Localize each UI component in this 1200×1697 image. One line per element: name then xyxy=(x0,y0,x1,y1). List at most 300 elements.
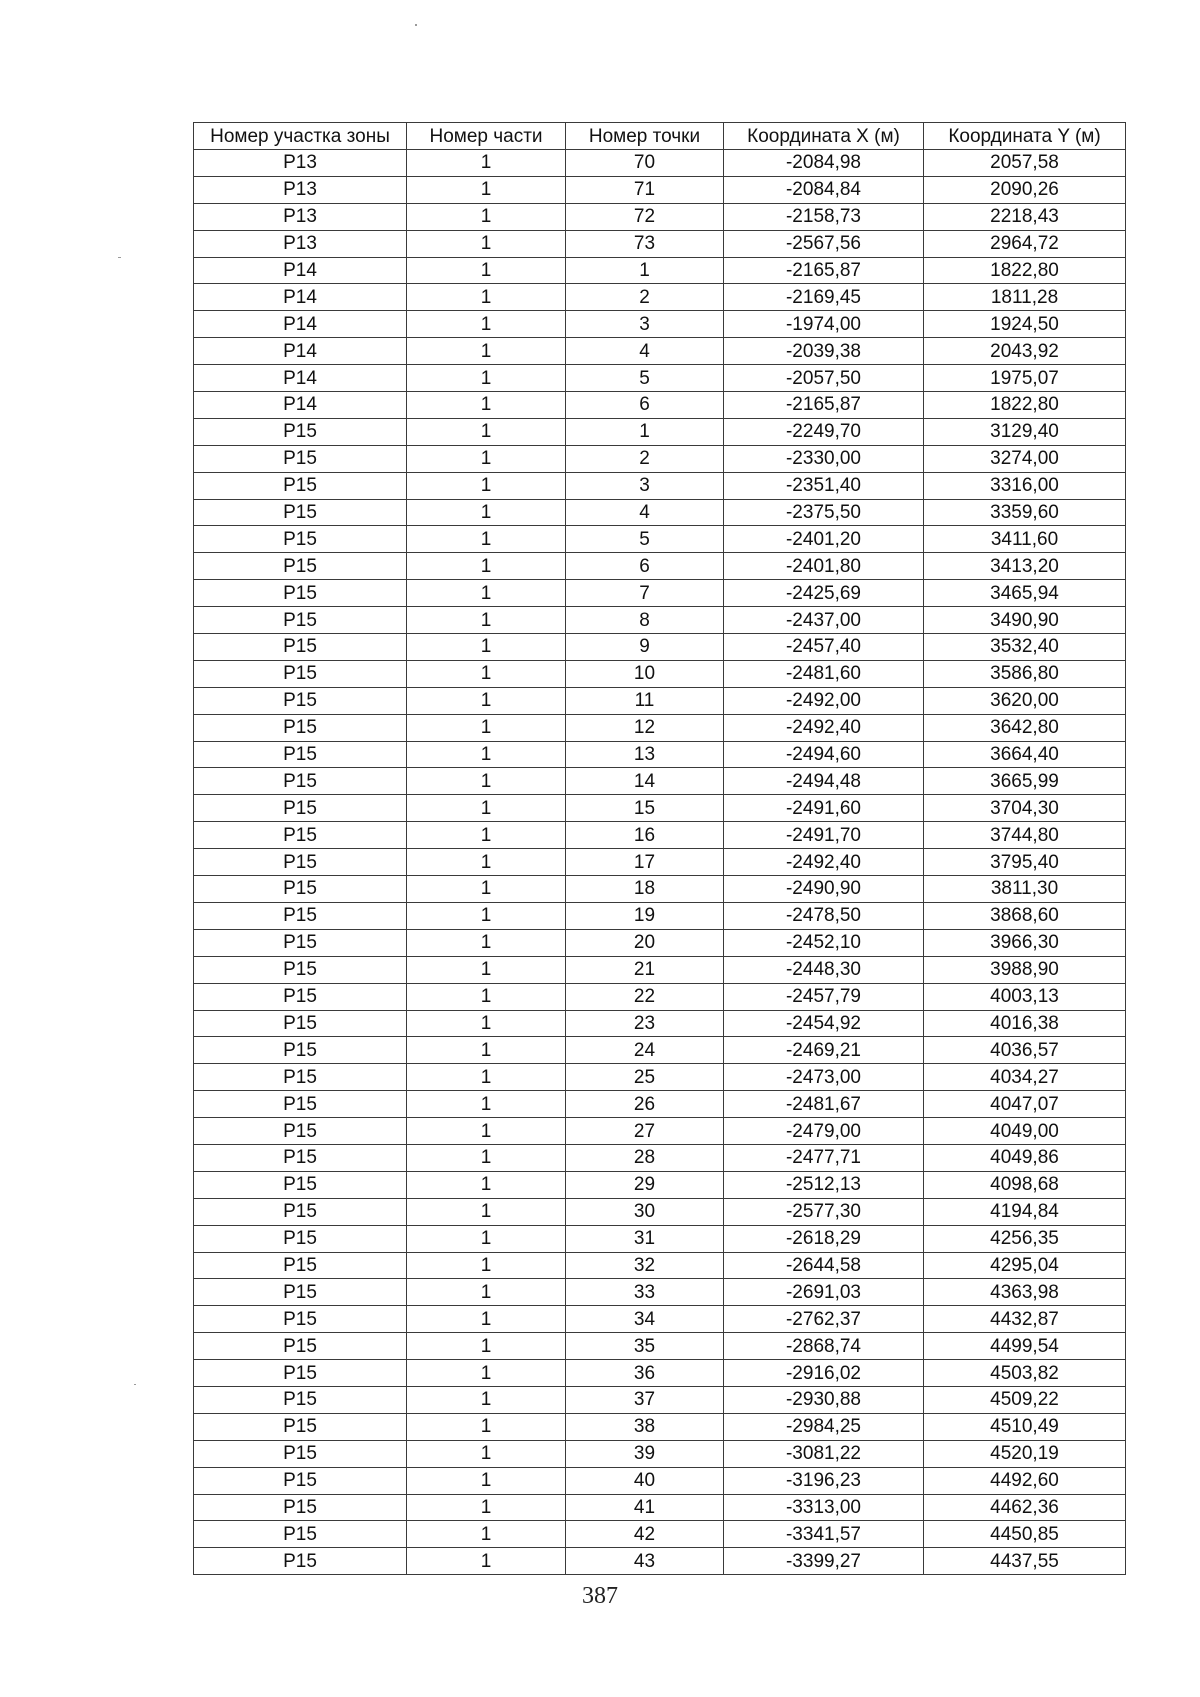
cell-zone-section: Р15 xyxy=(194,1118,407,1145)
table-row xyxy=(194,1413,1126,1440)
cell-coordinate-y: 2057,58 xyxy=(924,150,1126,177)
cell-coordinate-y: 4098,68 xyxy=(924,1171,1126,1198)
cell-coordinate-x: -2481,60 xyxy=(724,660,924,687)
cell-zone-section: Р15 xyxy=(194,1386,407,1413)
cell-zone-section: Р15 xyxy=(194,902,407,929)
table-row xyxy=(194,1440,1126,1467)
cell-zone-section: Р15 xyxy=(194,1467,407,1494)
cell-point-number: 17 xyxy=(566,849,724,876)
table-row xyxy=(194,660,1126,687)
cell-zone-section: Р15 xyxy=(194,634,407,661)
cell-coordinate-y: 4509,22 xyxy=(924,1386,1126,1413)
cell-coordinate-x: -2930,88 xyxy=(724,1386,924,1413)
cell-coordinate-x: -2084,98 xyxy=(724,150,924,177)
cell-zone-section: Р15 xyxy=(194,929,407,956)
table-row xyxy=(194,849,1126,876)
cell-coordinate-x: -3313,00 xyxy=(724,1494,924,1521)
table-row xyxy=(194,1118,1126,1145)
cell-coordinate-y: 4432,87 xyxy=(924,1306,1126,1333)
table-row xyxy=(194,445,1126,472)
cell-part-number: 1 xyxy=(407,553,566,580)
cell-part-number: 1 xyxy=(407,1252,566,1279)
header-row xyxy=(194,123,1126,150)
cell-point-number: 9 xyxy=(566,634,724,661)
table-row xyxy=(194,876,1126,903)
cell-coordinate-y: 4047,07 xyxy=(924,1091,1126,1118)
table-row xyxy=(194,1010,1126,1037)
cell-coordinate-x: -2084,84 xyxy=(724,176,924,203)
cell-point-number: 14 xyxy=(566,768,724,795)
cell-zone-section: Р14 xyxy=(194,365,407,392)
cell-point-number: 21 xyxy=(566,956,724,983)
cell-part-number: 1 xyxy=(407,849,566,876)
cell-part-number: 1 xyxy=(407,580,566,607)
cell-coordinate-y: 2964,72 xyxy=(924,230,1126,257)
cell-coordinate-y: 4437,55 xyxy=(924,1548,1126,1575)
table-row xyxy=(194,1333,1126,1360)
cell-part-number: 1 xyxy=(407,714,566,741)
cell-coordinate-y: 3868,60 xyxy=(924,902,1126,929)
cell-part-number: 1 xyxy=(407,499,566,526)
cell-part-number: 1 xyxy=(407,687,566,714)
cell-coordinate-y: 4450,85 xyxy=(924,1521,1126,1548)
cell-point-number: 43 xyxy=(566,1548,724,1575)
cell-point-number: 33 xyxy=(566,1279,724,1306)
cell-point-number: 41 xyxy=(566,1494,724,1521)
cell-point-number: 11 xyxy=(566,687,724,714)
cell-point-number: 15 xyxy=(566,795,724,822)
cell-zone-section: Р15 xyxy=(194,1171,407,1198)
header-point-number: Номер точки xyxy=(566,123,724,150)
cell-coordinate-y: 4016,38 xyxy=(924,1010,1126,1037)
cell-coordinate-x: -2984,25 xyxy=(724,1413,924,1440)
cell-coordinate-x: -2039,38 xyxy=(724,338,924,365)
cell-point-number: 26 xyxy=(566,1091,724,1118)
cell-zone-section: Р14 xyxy=(194,257,407,284)
cell-zone-section: Р15 xyxy=(194,472,407,499)
cell-part-number: 1 xyxy=(407,634,566,661)
cell-part-number: 1 xyxy=(407,1360,566,1387)
table-row xyxy=(194,795,1126,822)
cell-zone-section: Р15 xyxy=(194,822,407,849)
cell-part-number: 1 xyxy=(407,1091,566,1118)
cell-coordinate-y: 4510,49 xyxy=(924,1413,1126,1440)
cell-coordinate-y: 3620,00 xyxy=(924,687,1126,714)
cell-part-number: 1 xyxy=(407,956,566,983)
table-row xyxy=(194,580,1126,607)
cell-part-number: 1 xyxy=(407,660,566,687)
cell-point-number: 5 xyxy=(566,526,724,553)
table-row xyxy=(194,499,1126,526)
cell-point-number: 35 xyxy=(566,1333,724,1360)
cell-zone-section: Р15 xyxy=(194,1225,407,1252)
cell-point-number: 40 xyxy=(566,1467,724,1494)
cell-coordinate-y: 4363,98 xyxy=(924,1279,1126,1306)
cell-zone-section: Р15 xyxy=(194,445,407,472)
cell-part-number: 1 xyxy=(407,1413,566,1440)
cell-coordinate-x: -2492,40 xyxy=(724,714,924,741)
cell-part-number: 1 xyxy=(407,929,566,956)
cell-coordinate-x: -2375,50 xyxy=(724,499,924,526)
scan-speck xyxy=(134,1384,136,1385)
cell-part-number: 1 xyxy=(407,983,566,1010)
table-row xyxy=(194,1521,1126,1548)
cell-point-number: 31 xyxy=(566,1225,724,1252)
cell-zone-section: Р15 xyxy=(194,607,407,634)
cell-zone-section: Р15 xyxy=(194,1279,407,1306)
table-row xyxy=(194,284,1126,311)
cell-point-number: 34 xyxy=(566,1306,724,1333)
table-row xyxy=(194,1386,1126,1413)
cell-coordinate-x: -2169,45 xyxy=(724,284,924,311)
cell-point-number: 39 xyxy=(566,1440,724,1467)
table-row xyxy=(194,687,1126,714)
scan-speck xyxy=(118,257,121,258)
cell-coordinate-x: -2437,00 xyxy=(724,607,924,634)
cell-coordinate-x: -2401,80 xyxy=(724,553,924,580)
cell-point-number: 18 xyxy=(566,876,724,903)
cell-coordinate-y: 4049,86 xyxy=(924,1144,1126,1171)
table-row xyxy=(194,1198,1126,1225)
cell-point-number: 13 xyxy=(566,741,724,768)
cell-part-number: 1 xyxy=(407,445,566,472)
cell-part-number: 1 xyxy=(407,472,566,499)
cell-part-number: 1 xyxy=(407,365,566,392)
table-header xyxy=(194,123,1126,150)
cell-part-number: 1 xyxy=(407,1440,566,1467)
cell-coordinate-y: 2090,26 xyxy=(924,176,1126,203)
cell-point-number: 71 xyxy=(566,176,724,203)
cell-part-number: 1 xyxy=(407,741,566,768)
table-row xyxy=(194,1064,1126,1091)
cell-coordinate-x: -2351,40 xyxy=(724,472,924,499)
header-zone-section: Номер участка зоны xyxy=(194,123,407,150)
cell-zone-section: Р15 xyxy=(194,849,407,876)
cell-coordinate-y: 4194,84 xyxy=(924,1198,1126,1225)
header-part-number: Номер части xyxy=(407,123,566,150)
cell-zone-section: Р15 xyxy=(194,1548,407,1575)
cell-point-number: 3 xyxy=(566,472,724,499)
cell-coordinate-x: -2691,03 xyxy=(724,1279,924,1306)
cell-coordinate-x: -2618,29 xyxy=(724,1225,924,1252)
cell-part-number: 1 xyxy=(407,1386,566,1413)
cell-coordinate-y: 3795,40 xyxy=(924,849,1126,876)
cell-coordinate-x: -2481,67 xyxy=(724,1091,924,1118)
cell-coordinate-y: 3665,99 xyxy=(924,768,1126,795)
table-row xyxy=(194,203,1126,230)
table-row xyxy=(194,983,1126,1010)
cell-zone-section: Р15 xyxy=(194,499,407,526)
header-coordinate-x: Координата X (м) xyxy=(724,123,924,150)
cell-coordinate-y: 4003,13 xyxy=(924,983,1126,1010)
cell-coordinate-x: -2330,00 xyxy=(724,445,924,472)
cell-point-number: 12 xyxy=(566,714,724,741)
cell-coordinate-y: 3413,20 xyxy=(924,553,1126,580)
cell-part-number: 1 xyxy=(407,1467,566,1494)
scan-speck xyxy=(415,24,417,26)
cell-zone-section: Р15 xyxy=(194,983,407,1010)
cell-coordinate-y: 4034,27 xyxy=(924,1064,1126,1091)
cell-part-number: 1 xyxy=(407,1333,566,1360)
cell-point-number: 73 xyxy=(566,230,724,257)
cell-coordinate-y: 4492,60 xyxy=(924,1467,1126,1494)
cell-coordinate-x: -2479,00 xyxy=(724,1118,924,1145)
cell-part-number: 1 xyxy=(407,1225,566,1252)
cell-point-number: 30 xyxy=(566,1198,724,1225)
cell-coordinate-y: 1822,80 xyxy=(924,392,1126,419)
cell-coordinate-y: 3129,40 xyxy=(924,418,1126,445)
table-row xyxy=(194,1091,1126,1118)
cell-part-number: 1 xyxy=(407,1144,566,1171)
cell-coordinate-y: 3966,30 xyxy=(924,929,1126,956)
cell-part-number: 1 xyxy=(407,1171,566,1198)
cell-zone-section: Р14 xyxy=(194,338,407,365)
cell-point-number: 3 xyxy=(566,311,724,338)
table-row xyxy=(194,230,1126,257)
cell-coordinate-x: -2158,73 xyxy=(724,203,924,230)
cell-part-number: 1 xyxy=(407,1494,566,1521)
cell-part-number: 1 xyxy=(407,902,566,929)
cell-zone-section: Р13 xyxy=(194,203,407,230)
table-row xyxy=(194,1225,1126,1252)
cell-coordinate-y: 3411,60 xyxy=(924,526,1126,553)
table-row xyxy=(194,634,1126,661)
cell-part-number: 1 xyxy=(407,795,566,822)
table-row xyxy=(194,902,1126,929)
cell-coordinate-x: -2452,10 xyxy=(724,929,924,956)
cell-zone-section: Р15 xyxy=(194,1091,407,1118)
table-row xyxy=(194,929,1126,956)
cell-coordinate-x: -2577,30 xyxy=(724,1198,924,1225)
cell-zone-section: Р15 xyxy=(194,1010,407,1037)
cell-part-number: 1 xyxy=(407,1010,566,1037)
cell-coordinate-x: -2492,00 xyxy=(724,687,924,714)
cell-point-number: 37 xyxy=(566,1386,724,1413)
cell-coordinate-x: -2490,90 xyxy=(724,876,924,903)
cell-coordinate-y: 3586,80 xyxy=(924,660,1126,687)
cell-coordinate-y: 1975,07 xyxy=(924,365,1126,392)
table-row xyxy=(194,1252,1126,1279)
table-row xyxy=(194,1144,1126,1171)
cell-coordinate-x: -3341,57 xyxy=(724,1521,924,1548)
cell-coordinate-x: -2644,58 xyxy=(724,1252,924,1279)
cell-zone-section: Р15 xyxy=(194,1198,407,1225)
cell-zone-section: Р13 xyxy=(194,150,407,177)
cell-zone-section: Р14 xyxy=(194,392,407,419)
cell-part-number: 1 xyxy=(407,203,566,230)
cell-coordinate-y: 4520,19 xyxy=(924,1440,1126,1467)
cell-coordinate-y: 3274,00 xyxy=(924,445,1126,472)
cell-zone-section: Р14 xyxy=(194,284,407,311)
cell-coordinate-y: 4503,82 xyxy=(924,1360,1126,1387)
cell-point-number: 29 xyxy=(566,1171,724,1198)
cell-point-number: 19 xyxy=(566,902,724,929)
cell-coordinate-y: 4049,00 xyxy=(924,1118,1126,1145)
table-row xyxy=(194,472,1126,499)
cell-point-number: 7 xyxy=(566,580,724,607)
cell-coordinate-x: -2494,60 xyxy=(724,741,924,768)
cell-coordinate-y: 3664,40 xyxy=(924,741,1126,768)
cell-part-number: 1 xyxy=(407,1521,566,1548)
cell-coordinate-y: 4462,36 xyxy=(924,1494,1126,1521)
cell-zone-section: Р14 xyxy=(194,311,407,338)
cell-zone-section: Р15 xyxy=(194,1144,407,1171)
cell-part-number: 1 xyxy=(407,257,566,284)
cell-point-number: 1 xyxy=(566,257,724,284)
cell-part-number: 1 xyxy=(407,607,566,634)
table-row xyxy=(194,150,1126,177)
cell-part-number: 1 xyxy=(407,311,566,338)
cell-part-number: 1 xyxy=(407,1037,566,1064)
cell-zone-section: Р15 xyxy=(194,1360,407,1387)
table-row xyxy=(194,257,1126,284)
cell-point-number: 72 xyxy=(566,203,724,230)
cell-coordinate-y: 3490,90 xyxy=(924,607,1126,634)
cell-zone-section: Р15 xyxy=(194,956,407,983)
cell-coordinate-y: 3988,90 xyxy=(924,956,1126,983)
cell-part-number: 1 xyxy=(407,418,566,445)
cell-zone-section: Р15 xyxy=(194,1440,407,1467)
cell-coordinate-y: 3465,94 xyxy=(924,580,1126,607)
cell-coordinate-y: 4256,35 xyxy=(924,1225,1126,1252)
cell-zone-section: Р15 xyxy=(194,1037,407,1064)
table-row xyxy=(194,1037,1126,1064)
cell-part-number: 1 xyxy=(407,1548,566,1575)
cell-coordinate-x: -2916,02 xyxy=(724,1360,924,1387)
cell-point-number: 36 xyxy=(566,1360,724,1387)
cell-coordinate-x: -2425,69 xyxy=(724,580,924,607)
cell-coordinate-y: 2043,92 xyxy=(924,338,1126,365)
table-row xyxy=(194,392,1126,419)
cell-coordinate-x: -2762,37 xyxy=(724,1306,924,1333)
cell-coordinate-y: 1811,28 xyxy=(924,284,1126,311)
cell-zone-section: Р15 xyxy=(194,1494,407,1521)
cell-coordinate-y: 3811,30 xyxy=(924,876,1126,903)
cell-point-number: 5 xyxy=(566,365,724,392)
cell-point-number: 32 xyxy=(566,1252,724,1279)
cell-point-number: 4 xyxy=(566,338,724,365)
cell-coordinate-y: 2218,43 xyxy=(924,203,1126,230)
cell-coordinate-x: -3196,23 xyxy=(724,1467,924,1494)
cell-part-number: 1 xyxy=(407,150,566,177)
table-row xyxy=(194,741,1126,768)
cell-coordinate-y: 3704,30 xyxy=(924,795,1126,822)
cell-point-number: 24 xyxy=(566,1037,724,1064)
coordinates-table xyxy=(193,122,1126,1575)
cell-zone-section: Р15 xyxy=(194,876,407,903)
cell-coordinate-y: 3359,60 xyxy=(924,499,1126,526)
cell-zone-section: Р15 xyxy=(194,418,407,445)
cell-zone-section: Р13 xyxy=(194,230,407,257)
cell-coordinate-y: 4499,54 xyxy=(924,1333,1126,1360)
table-row xyxy=(194,176,1126,203)
cell-point-number: 4 xyxy=(566,499,724,526)
cell-zone-section: Р15 xyxy=(194,714,407,741)
table-row xyxy=(194,1171,1126,1198)
cell-point-number: 2 xyxy=(566,445,724,472)
cell-part-number: 1 xyxy=(407,768,566,795)
cell-coordinate-x: -3081,22 xyxy=(724,1440,924,1467)
page-number: 387 xyxy=(582,1583,618,1609)
cell-coordinate-x: -2477,71 xyxy=(724,1144,924,1171)
cell-coordinate-x: -2492,40 xyxy=(724,849,924,876)
cell-coordinate-x: -1974,00 xyxy=(724,311,924,338)
cell-part-number: 1 xyxy=(407,338,566,365)
table-row xyxy=(194,822,1126,849)
cell-point-number: 42 xyxy=(566,1521,724,1548)
cell-zone-section: Р15 xyxy=(194,795,407,822)
cell-zone-section: Р15 xyxy=(194,1252,407,1279)
cell-part-number: 1 xyxy=(407,176,566,203)
cell-coordinate-y: 3744,80 xyxy=(924,822,1126,849)
table-row xyxy=(194,768,1126,795)
table-row xyxy=(194,365,1126,392)
cell-coordinate-y: 3532,40 xyxy=(924,634,1126,661)
cell-point-number: 28 xyxy=(566,1144,724,1171)
cell-part-number: 1 xyxy=(407,1279,566,1306)
cell-point-number: 27 xyxy=(566,1118,724,1145)
cell-coordinate-x: -2491,60 xyxy=(724,795,924,822)
cell-zone-section: Р15 xyxy=(194,1333,407,1360)
cell-coordinate-x: -2494,48 xyxy=(724,768,924,795)
table-row xyxy=(194,714,1126,741)
table-row xyxy=(194,1494,1126,1521)
cell-point-number: 16 xyxy=(566,822,724,849)
table-row xyxy=(194,1360,1126,1387)
header-coordinate-y: Координата Y (м) xyxy=(924,123,1126,150)
cell-part-number: 1 xyxy=(407,392,566,419)
cell-point-number: 25 xyxy=(566,1064,724,1091)
cell-coordinate-x: -2249,70 xyxy=(724,418,924,445)
cell-coordinate-y: 1924,50 xyxy=(924,311,1126,338)
cell-zone-section: Р15 xyxy=(194,660,407,687)
cell-part-number: 1 xyxy=(407,1064,566,1091)
cell-point-number: 22 xyxy=(566,983,724,1010)
cell-point-number: 70 xyxy=(566,150,724,177)
table-row xyxy=(194,526,1126,553)
table-row xyxy=(194,1548,1126,1575)
cell-part-number: 1 xyxy=(407,1118,566,1145)
cell-coordinate-x: -3399,27 xyxy=(724,1548,924,1575)
table-body xyxy=(194,150,1126,1575)
cell-coordinate-x: -2469,21 xyxy=(724,1037,924,1064)
table-row xyxy=(194,1306,1126,1333)
cell-coordinate-y: 4036,57 xyxy=(924,1037,1126,1064)
table-row xyxy=(194,1279,1126,1306)
table-row xyxy=(194,553,1126,580)
table-row xyxy=(194,607,1126,634)
cell-point-number: 8 xyxy=(566,607,724,634)
table-row xyxy=(194,1467,1126,1494)
cell-part-number: 1 xyxy=(407,284,566,311)
cell-part-number: 1 xyxy=(407,230,566,257)
cell-coordinate-x: -2567,56 xyxy=(724,230,924,257)
cell-coordinate-y: 1822,80 xyxy=(924,257,1126,284)
cell-coordinate-x: -2454,92 xyxy=(724,1010,924,1037)
cell-coordinate-x: -2478,50 xyxy=(724,902,924,929)
cell-zone-section: Р15 xyxy=(194,1413,407,1440)
cell-point-number: 20 xyxy=(566,929,724,956)
cell-coordinate-x: -2868,74 xyxy=(724,1333,924,1360)
cell-part-number: 1 xyxy=(407,1198,566,1225)
cell-zone-section: Р15 xyxy=(194,741,407,768)
cell-point-number: 6 xyxy=(566,392,724,419)
cell-coordinate-y: 3642,80 xyxy=(924,714,1126,741)
cell-point-number: 23 xyxy=(566,1010,724,1037)
cell-coordinate-y: 4295,04 xyxy=(924,1252,1126,1279)
cell-zone-section: Р15 xyxy=(194,687,407,714)
cell-part-number: 1 xyxy=(407,876,566,903)
